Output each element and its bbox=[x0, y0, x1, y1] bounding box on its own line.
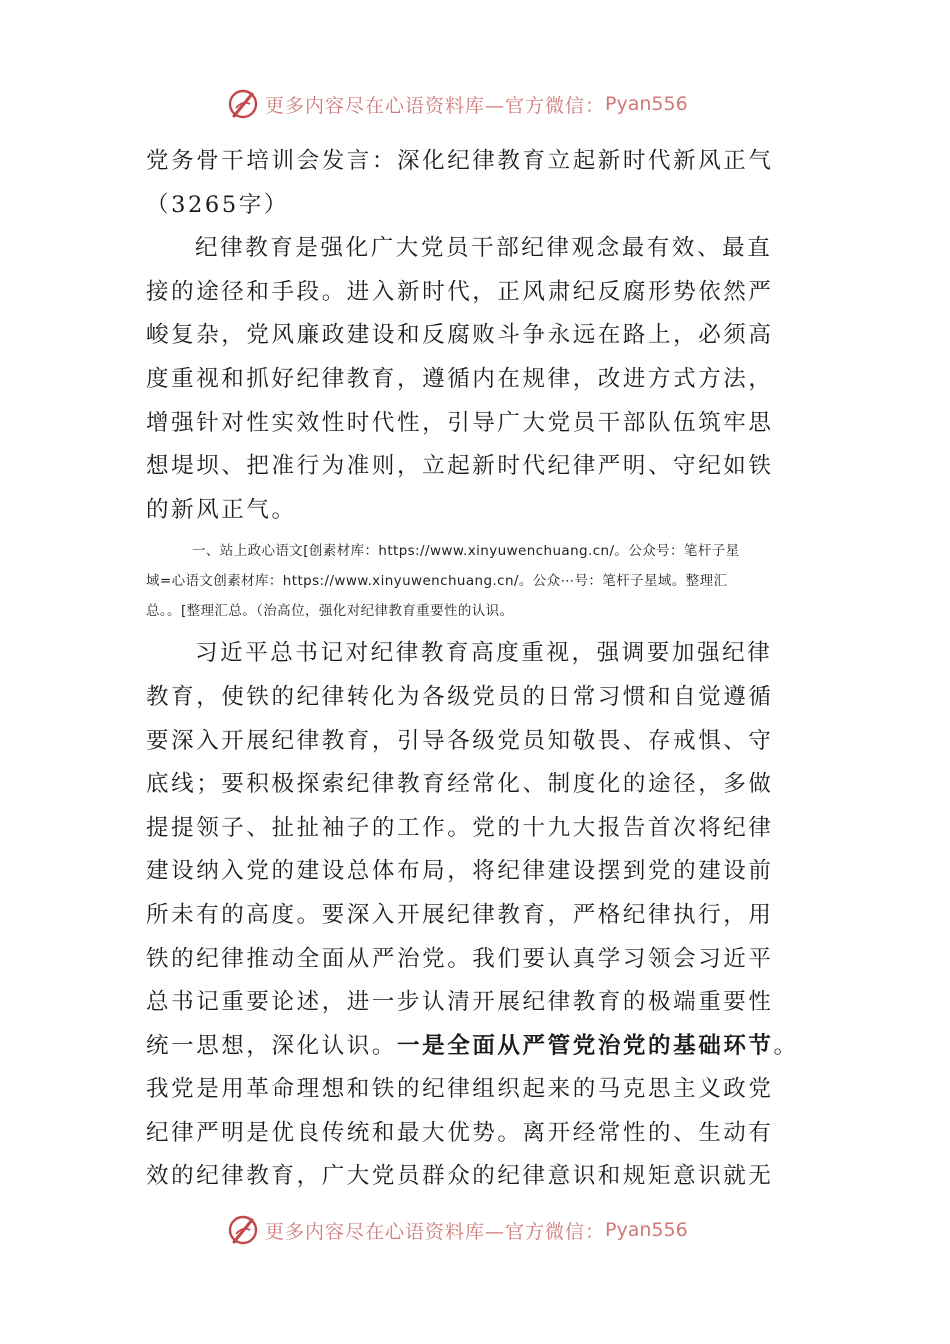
body-line: 效的纪律教育，广大党员群众的纪律意识和规矩意识就无 bbox=[146, 1163, 774, 1190]
body-line: 教育，使铁的纪律转化为各级党员的日常习惯和自觉遵循 bbox=[146, 683, 774, 710]
body-line: 我党是用革命理想和铁的纪律组织起来的马克思主义政党 bbox=[146, 1076, 774, 1103]
body-line: 底线；要积极探索纪律教育经常化、制度化的途径，多做 bbox=[146, 771, 774, 798]
body-text: 统一思想，深化认识。 bbox=[146, 1032, 398, 1059]
banner-wechat-id: Pyan556 bbox=[605, 1219, 688, 1241]
section-heading-line: 总。。[整理汇总。（治高位，强化对纪律教育重要性的认识。 bbox=[146, 603, 514, 620]
doc-title-line-2: （3265字） bbox=[146, 191, 289, 218]
document-body bbox=[146, 140, 816, 1199]
footer-banner bbox=[225, 1210, 725, 1250]
body-line: 铁的纪律推动全面从严治党。我们要认真学习领会习近平 bbox=[146, 945, 774, 972]
intro-line: 接的途径和手段。进入新时代，正风肃纪反腐形势依然严 bbox=[146, 278, 774, 305]
body-line: 所未有的高度。要深入开展纪律教育，严格纪律执行，用 bbox=[146, 901, 774, 928]
intro-line: 峻复杂，党风廉政建设和反腐败斗争永远在路上，必须高 bbox=[146, 322, 774, 349]
section-heading-line: 一、站上政心语文[创素材库：https://www.xinyuwenchuang.cn/。公众号：笔杆子星 bbox=[192, 543, 740, 560]
banner-text: 更多内容尽在心语资料库—官方微信： bbox=[265, 94, 606, 117]
banner-text: 更多内容尽在心语资料库—官方微信： bbox=[265, 1220, 606, 1243]
body-line: 要深入开展纪律教育，引导各级党员知敬畏、存戒惧、守 bbox=[146, 727, 774, 754]
doc-title-line-1: 党务骨干培训会发言：深化纪律教育立起新时代新风正气 bbox=[146, 148, 774, 174]
section-heading-line: 域=心语文创素材库：https://www.xinyuwenchuang.cn/。公众⋯号：笔杆子星域。整理汇 bbox=[146, 573, 728, 590]
intro-line: 想堤坝、把准行为准则，立起新时代纪律严明、守纪如铁 bbox=[146, 453, 774, 480]
body-line: 建设纳入党的建设总体布局，将纪律建设摆到党的建设前 bbox=[146, 858, 774, 885]
banner-wechat-id: Pyan556 bbox=[605, 93, 688, 115]
intro-line: 度重视和抓好纪律教育，遵循内在规律，改进方式方法， bbox=[146, 365, 774, 392]
body-line: 总书记重要论述，进一步认清开展纪律教育的极端重要性 bbox=[146, 989, 774, 1016]
pen-logo-icon bbox=[225, 86, 261, 122]
body-line: 纪律严明是优良传统和最大优势。离开经常性的、生动有 bbox=[146, 1119, 774, 1146]
intro-line: 增强针对性实效性时代性，引导广大党员干部队伍筑牢思 bbox=[146, 409, 774, 436]
pen-logo-icon bbox=[225, 1212, 261, 1248]
intro-line: 纪律教育是强化广大党员干部纪律观念最有效、最直 bbox=[195, 235, 773, 262]
bold-key-point: 一是全面从严管党治党的基础环节 bbox=[397, 1032, 774, 1059]
body-line-mixed bbox=[146, 1025, 816, 1069]
intro-line: 的新风正气。 bbox=[146, 496, 297, 523]
body-text: 。 bbox=[773, 1032, 799, 1059]
body-line: 习近平总书记对纪律教育高度重视，强调要加强纪律 bbox=[195, 640, 773, 667]
body-line: 提提领子、扯扯袖子的工作。党的十九大报告首次将纪律 bbox=[146, 814, 774, 841]
header-banner bbox=[225, 84, 725, 124]
